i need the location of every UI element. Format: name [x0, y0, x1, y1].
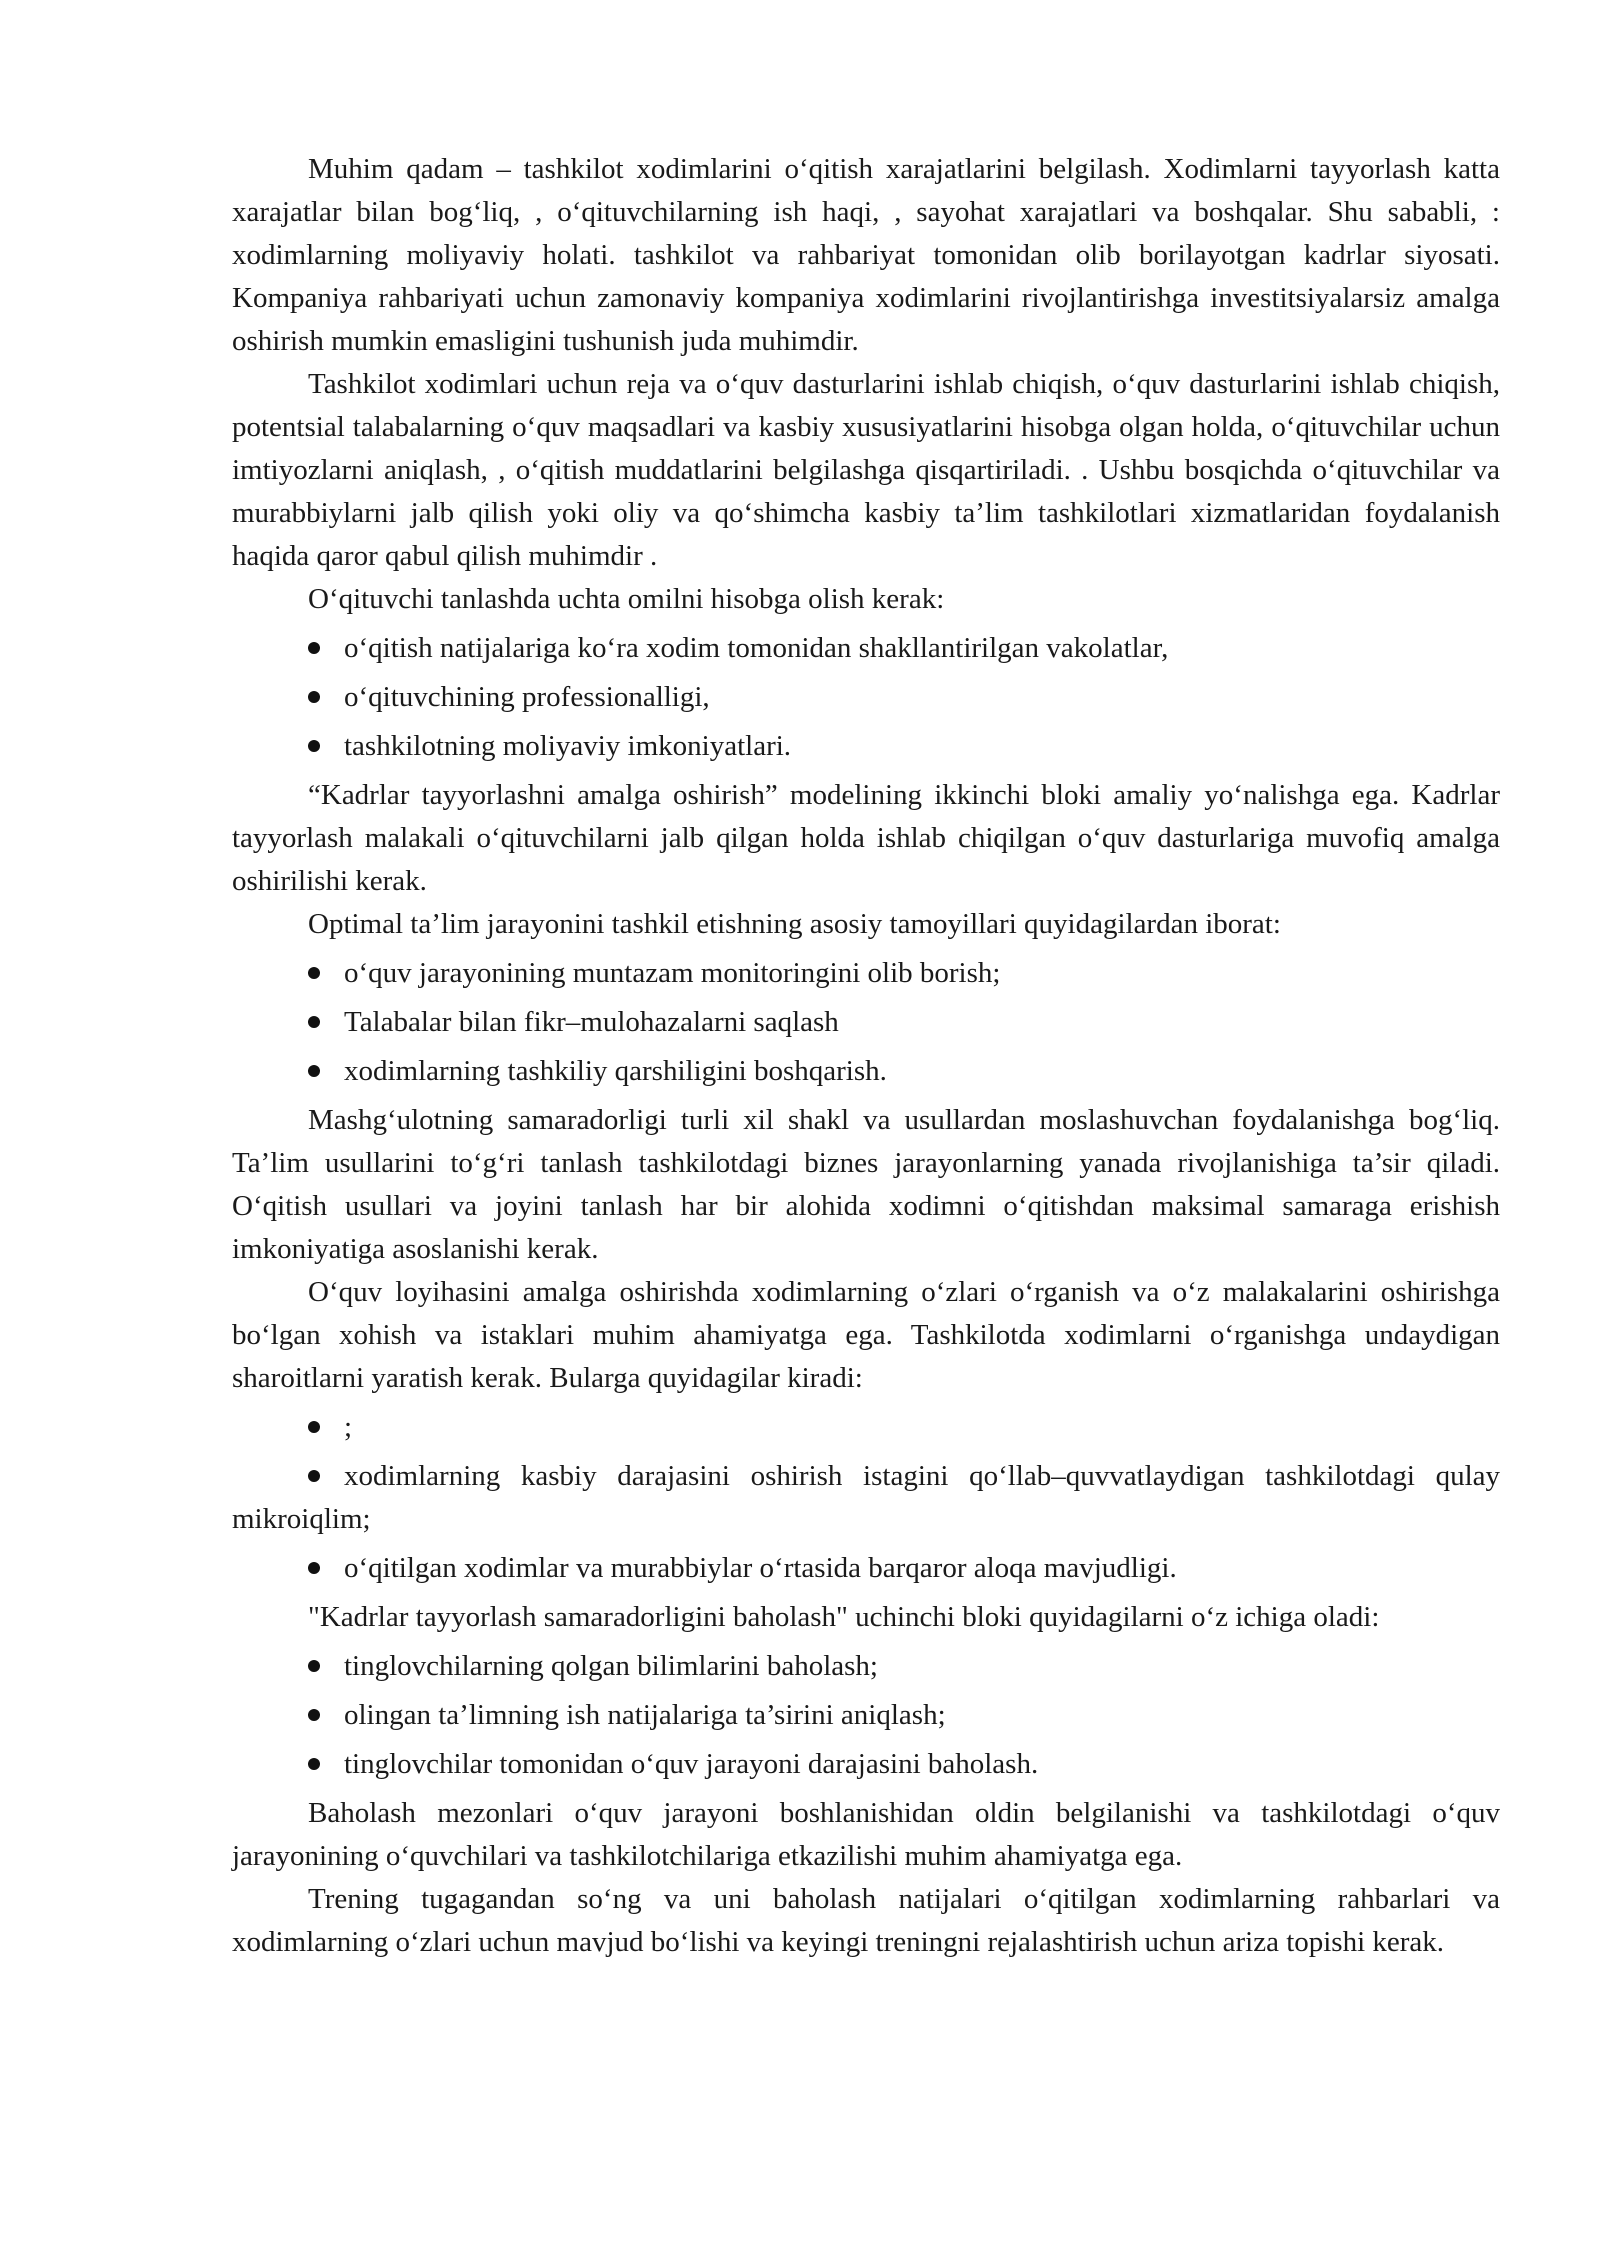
paragraph: Trening tugagandan soʻng va uni baholash natijalari oʻqitilgan xodimlarning rahbarlari va xodimlarning oʻzlari uchun mavjud boʻlishi va keyingi treningni rejalashtirish uchun ariza topishi kerak. [232, 1883, 1500, 1958]
bullet-icon [308, 1016, 320, 1028]
list-item-text: oʻqitish natijalariga koʻra xodim tomonidan shakllantirilgan vakolatlar, [344, 632, 1169, 664]
list-item-text: xodimlarning kasbiy darajasini oshirish istagini qoʻllab–quvvatlaydigan tashkilotdagi qulay mikroiqlim; [232, 1460, 1500, 1535]
list-item-text: tinglovchilarning qolgan bilimlarini baholash; [344, 1650, 878, 1682]
list-item-text: xodimlarning tashkiliy qarshiligini boshqarish. [344, 1055, 887, 1087]
list-item [232, 1455, 1500, 1541]
list-item [232, 627, 1500, 670]
list-item [232, 1743, 1500, 1786]
document-page [232, 148, 1500, 1964]
bullet-list [232, 1645, 1500, 1786]
bullet-icon [308, 691, 320, 703]
list-item [232, 1406, 1500, 1449]
paragraph: Oʻqituvchi tanlashda uchta omilni hisobga olish kerak: [308, 583, 945, 615]
paragraph: "Kadrlar tayyorlash samaradorligini baholash" uchinchi bloki quyidagilarni oʻz ichiga oladi: [308, 1601, 1380, 1633]
list-item-text: oʻqituvchining professionalligi, [344, 681, 710, 713]
bullet-icon [308, 1709, 320, 1721]
bullet-icon [308, 1421, 320, 1433]
list-item-text: oʻquv jarayonining muntazam monitoringini olib borish; [344, 957, 1001, 989]
list-item [232, 676, 1500, 719]
paragraph: Muhim qadam – tashkilot xodimlarini oʻqitish xarajatlarini belgilash. Xodimlarni tayyorlash katta xarajatlar bilan bogʻliq, , oʻqituvchilarning ish haqi, , sayohat xarajatlari va boshqalar. Shu sababli, : xodimlarning moliyaviy holati. tashkilot va rahbariyat tomonidan olib borilayotgan kadrlar siyosati. Kompaniya rahbariyati uchun zamonaviy kompaniya xodimlarini rivojlantirishga investitsiyalarsiz amalga oshirish mumkin emasligini tushunish juda muhimdir. [232, 153, 1500, 357]
list-item-text: oʻqitilgan xodimlar va murabbiylar oʻrtasida barqaror aloqa mavjudligi. [344, 1552, 1177, 1584]
list-item-text: ; [344, 1411, 353, 1443]
list-item [232, 1694, 1500, 1737]
list-item-text: tinglovchilar tomonidan oʻquv jarayoni darajasini baholash. [344, 1748, 1039, 1780]
list-item [232, 1645, 1500, 1688]
bullet-icon [308, 1065, 320, 1077]
list-item [232, 1050, 1500, 1093]
bullet-list [232, 952, 1500, 1093]
list-item [232, 1001, 1500, 1044]
paragraph: “Kadrlar tayyorlashni amalga oshirish” modelining ikkinchi bloki amaliy yoʻnalishga ega. Kadrlar tayyorlash malakali oʻqituvchilarni jalb qilgan holda ishlab chiqilgan oʻquv dasturlariga muvofiq amalga oshirilishi kerak. [232, 779, 1500, 897]
list-item [232, 952, 1500, 995]
bullet-icon [308, 1660, 320, 1672]
paragraph: Tashkilot xodimlari uchun reja va oʻquv dasturlarini ishlab chiqish, oʻquv dasturlarini ishlab chiqish, potentsial talabalarning oʻquv maqsadlari va kasbiy xususiyatlarini hisobga olgan holda, oʻqituvchilar uchun imtiyozlarni aniqlash, , oʻqitish muddatlarini belgilashga qisqartiriladi. . Ushbu bosqichda oʻqituvchilar va murabbiylarni jalb qilish yoki oliy va qoʻshimcha kasbiy ta’lim tashkilotlari xizmatlaridan foydalanish haqida qaror qabul qilish muhimdir . [232, 368, 1500, 572]
bullet-icon [308, 1470, 320, 1482]
bullet-icon [308, 1562, 320, 1574]
paragraph: Mashgʻulotning samaradorligi turli xil shakl va usullardan moslashuvchan foydalanishga bogʻliq. Ta’lim usullarini toʻgʻri tanlash tashkilotdagi biznes jarayonlarning yanada rivojlanishiga ta’sir qiladi. Oʻqitish usullari va joyini tanlash har bir alohida xodimni oʻqitishdan maksimal samaraga erishish imkoniyatiga asoslanishi kerak. [232, 1104, 1500, 1265]
bullet-icon [308, 967, 320, 979]
paragraph: Optimal ta’lim jarayonini tashkil etishning asosiy tamoyillari quyidagilardan iborat: [308, 908, 1281, 940]
paragraph: Baholash mezonlari oʻquv jarayoni boshlanishidan oldin belgilanishi va tashkilotdagi oʻquv jarayonining oʻquvchilari va tashkilotchilariga etkazilishi muhim ahamiyatga ega. [232, 1797, 1500, 1872]
list-item [232, 725, 1500, 768]
list-item [232, 1547, 1500, 1590]
paragraph: Oʻquv loyihasini amalga oshirishda xodimlarning oʻzlari oʻrganish va oʻz malakalarini oshirishga boʻlgan xohish va istaklari muhim ahamiyatga ega. Tashkilotda xodimlarni oʻrganishga undaydigan sharoitlarni yaratish kerak. Bularga quyidagilar kiradi: [232, 1276, 1500, 1394]
bullet-list [232, 1406, 1500, 1590]
bullet-list [232, 627, 1500, 768]
bullet-icon [308, 642, 320, 654]
list-item-text: Talabalar bilan fikr–mulohazalarni saqlash [344, 1006, 839, 1038]
bullet-icon [308, 740, 320, 752]
bullet-icon [308, 1758, 320, 1770]
list-item-text: tashkilotning moliyaviy imkoniyatlari. [344, 730, 792, 762]
list-item-text: olingan ta’limning ish natijalariga ta’sirini aniqlash; [344, 1699, 946, 1731]
